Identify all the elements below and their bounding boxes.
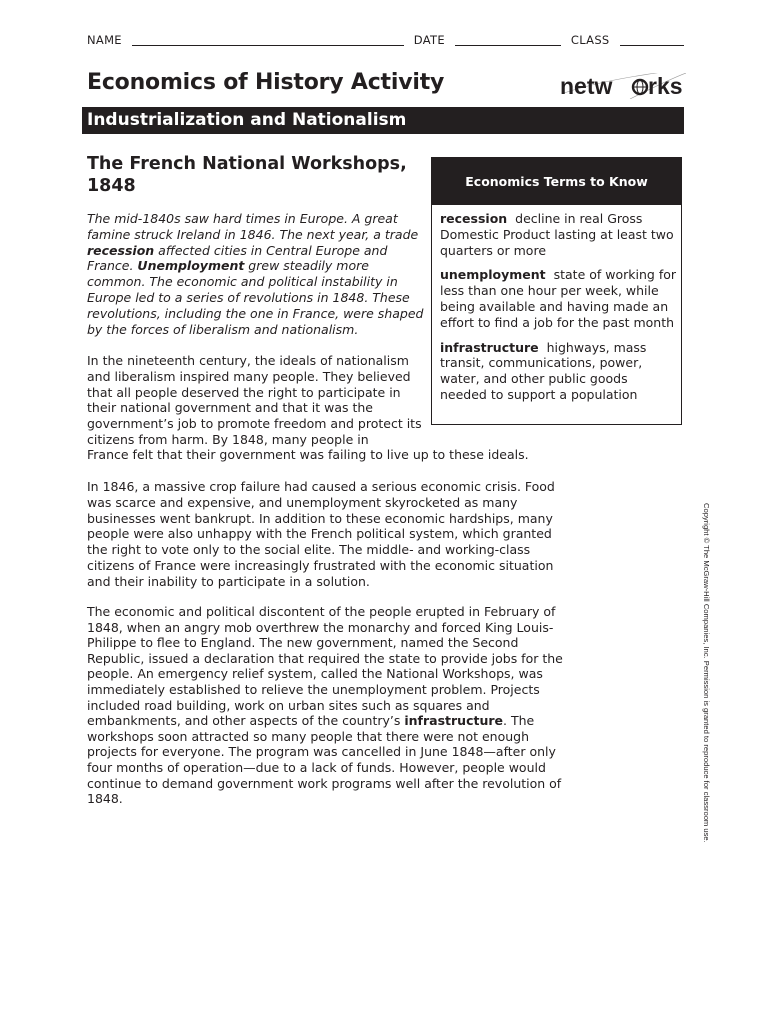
section-title: The French National Workshops, 1848	[87, 154, 407, 196]
copyright-text: Copyright © The McGraw-Hill Companies, Inc. Permission is granted to reproduce for classroom use.	[702, 503, 711, 843]
paragraph-2: In 1846, a massive crop failure had caused a serious economic crisis. Food was scarce and expensive, and unemployment skyrocketed as many businesses went bankrupt. In addition to these economic hardships, many people were also unhappy with the French political system, which granted the right to vote only to the social elite. The middle- and working-class citizens of France were increasingly frustrated with the economic situation and their inability to participate in a solution.	[87, 479, 555, 589]
terms-list	[440, 211, 676, 412]
student-info-line	[87, 33, 690, 47]
term-entry-infrastructure	[440, 340, 676, 403]
intro-text-1: The mid-1840s saw hard times in Europe. A great famine struck Ireland in 1846. The next year, a trade	[87, 211, 419, 242]
logo-text-end: rks	[648, 73, 683, 99]
intro-term-recession: recession	[87, 242, 155, 258]
intro-paragraph	[87, 211, 427, 337]
term-word: recession	[440, 211, 508, 226]
intro-text-2: affected cities in Central Europe and France.	[87, 242, 388, 274]
paragraph-1: In the nineteenth century, the ideals of nationalism and liberalism inspired many people. They believed that all people deserved the right to participate in their national government and that it was the government’s job to promote freedom and protect its citizens from harm. By 1848, many people in	[87, 353, 422, 447]
class-blank[interactable]	[620, 33, 684, 46]
networks-logo	[560, 73, 686, 99]
copyright-notice	[700, 503, 712, 908]
paragraph-3-text-b: . The workshops soon attracted so many people that there were not enough projects for everyone. The program was cancelled in June 1848—after only four months of operation—due to a lack of funds. However, people would continue to demand government work programs well after the revolution of 1848.	[87, 713, 562, 807]
term-word: unemployment	[440, 267, 546, 283]
paragraph-3-text-a: The economic and political discontent of the people erupted in February of 1848, when an angry mob overthrew the monarchy and forced King Louis-Philippe to flee to England. The new government, named the Second Republic, issued a declaration that required the state to provide jobs for the people. An emergency relief system, called the National Workshops, was immediately established to relieve the unemployment problem. Projects included road building, work on urban sites such as squares and embankments, and other aspects of the country’s	[87, 604, 563, 729]
terms-box	[431, 157, 682, 425]
name-blank[interactable]	[132, 33, 404, 46]
date-label: DATE	[413, 33, 445, 47]
date-blank[interactable]	[455, 33, 561, 46]
class-label: CLASS	[570, 33, 610, 47]
term-definition: decline in real Gross Domestic Product lasting at least two quarters or more	[440, 211, 674, 258]
term-definition: state of working for less than one hour per week, while being available and having made an effort to find a job for the past month	[440, 267, 677, 330]
paragraph-1-tail: France felt that their government was failing to live up to these ideals.	[87, 447, 529, 462]
logo-text-start: netw	[560, 73, 613, 99]
activity-title: Economics of History Activity	[87, 70, 445, 95]
term-word: infrastructure	[440, 339, 539, 355]
term-entry-unemployment	[440, 267, 676, 330]
paragraph-3	[87, 604, 571, 807]
terms-box-heading: Economics Terms to Know	[432, 158, 681, 205]
name-label: NAME	[87, 33, 122, 47]
intro-text-3: grew steadily more common. The economic and political instability in Europe led to a series of revolutions in 1848. These revolutions, including the one in France, were shaped by the forces of liberalism and nationalism.	[87, 258, 424, 337]
term-entry-recession	[440, 211, 676, 258]
unit-title: Industrialization and Nationalism	[87, 110, 407, 130]
term-definition: highways, mass transit, communications, power, water, and other public goods needed to support a population	[440, 339, 647, 402]
paragraph-3-term: infrastructure	[404, 713, 504, 729]
intro-term-unemployment: Unemployment	[137, 258, 245, 274]
unit-title-bar	[82, 107, 684, 134]
globe-o-icon	[633, 80, 647, 94]
